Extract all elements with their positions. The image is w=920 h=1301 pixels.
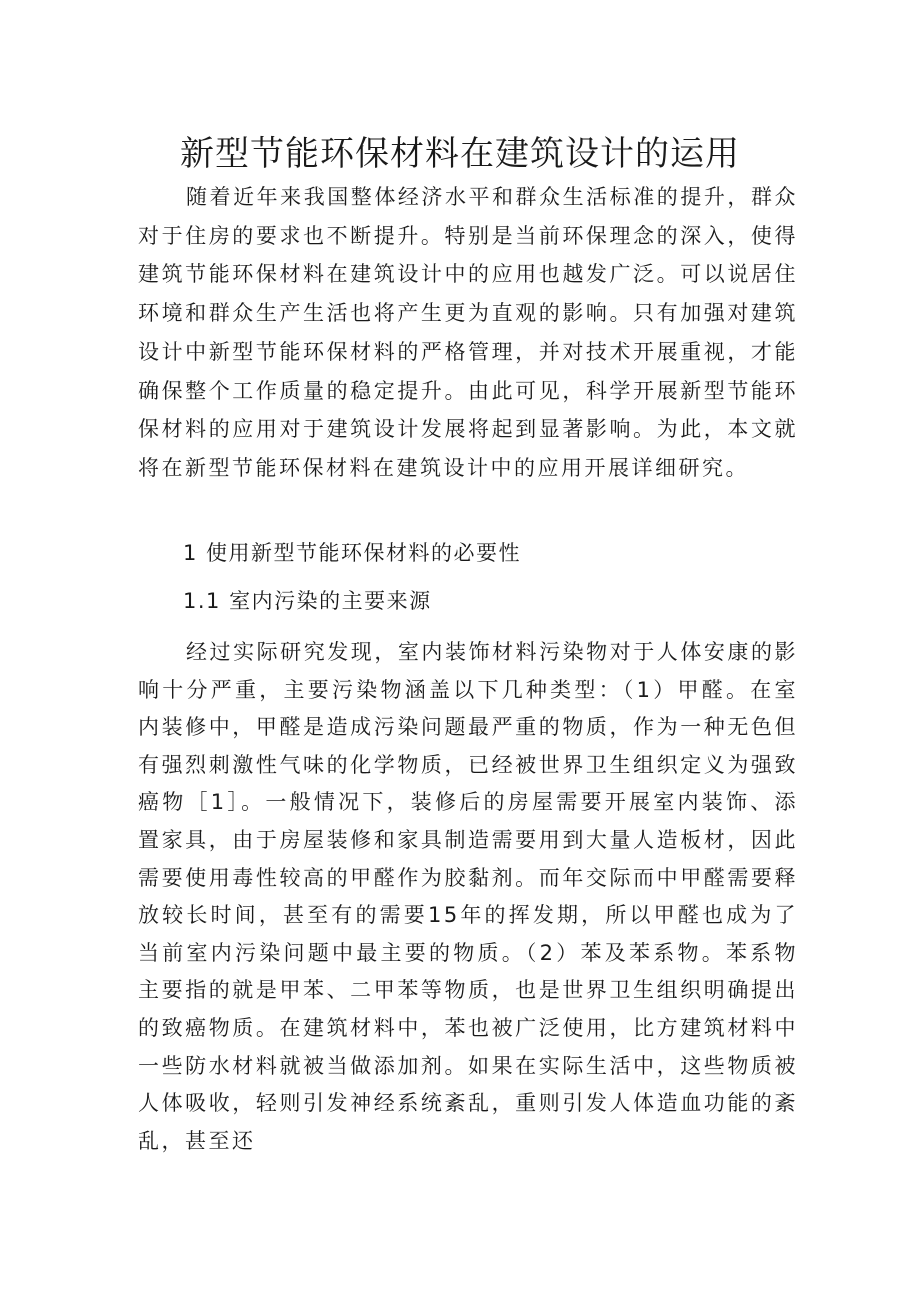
document-title: 新型节能环保材料在建筑设计的运用 — [180, 134, 740, 174]
subsection-heading: 1.1 室内污染的主要来源 — [183, 589, 432, 613]
section-heading: 1 使用新型节能环保材料的必要性 — [183, 541, 522, 565]
body-paragraph: 经过实际研究发现，室内装饰材料污染物对于人体安康的影响十分严重，主要污染物涵盖以下几种类型：（1）甲醛。在室内装修中，甲醛是造成污染问题最严重的物质，作为一种无色但有强烈刺激性气味的化学物质，已经被世界卫生组织定义为强致癌物［1］。一般情况下，装修后的房屋需要开展室内装饰、添置家具，由于房屋装修和家具制造需要用到大量人造板材，因此需要使用毒性较高的甲醛作为胶黏剂。而年交际而中甲醛需要释放较长时间，甚至有的需要15年的挥发期，所以甲醛也成为了当前室内污染问题中最主要的物质。（2）苯及苯系物。苯系物主要指的就是甲苯、二甲苯等物质，也是世界卫生组织明确提出的致癌物质。在建筑材料中，苯也被广泛使用，比方建筑材料中一些防水材料就被当做添加剂。如果在实际生活中，这些物质被人体吸收，轻则引发神经系统紊乱，重则引发人体造血功能的紊乱，甚至还 — [138, 640, 798, 1153]
intro-paragraph: 随着近年来我国整体经济水平和群众生活标准的提升，群众对于住房的要求也不断提升。特别是当前环保理念的深入，使得建筑节能环保材料在建筑设计中的应用也越发广泛。可以说居住环境和群众生产生活也将产生更为直观的影响。只有加强对建筑设计中新型节能环保材料的严格管理，并对技术开展重视，才能确保整个工作质量的稳定提升。由此可见，科学开展新型节能环保材料的应用对于建筑设计发展将起到显著影响。为此，本文就将在新型节能环保材料在建筑设计中的应用开展详细研究。 — [138, 185, 798, 480]
